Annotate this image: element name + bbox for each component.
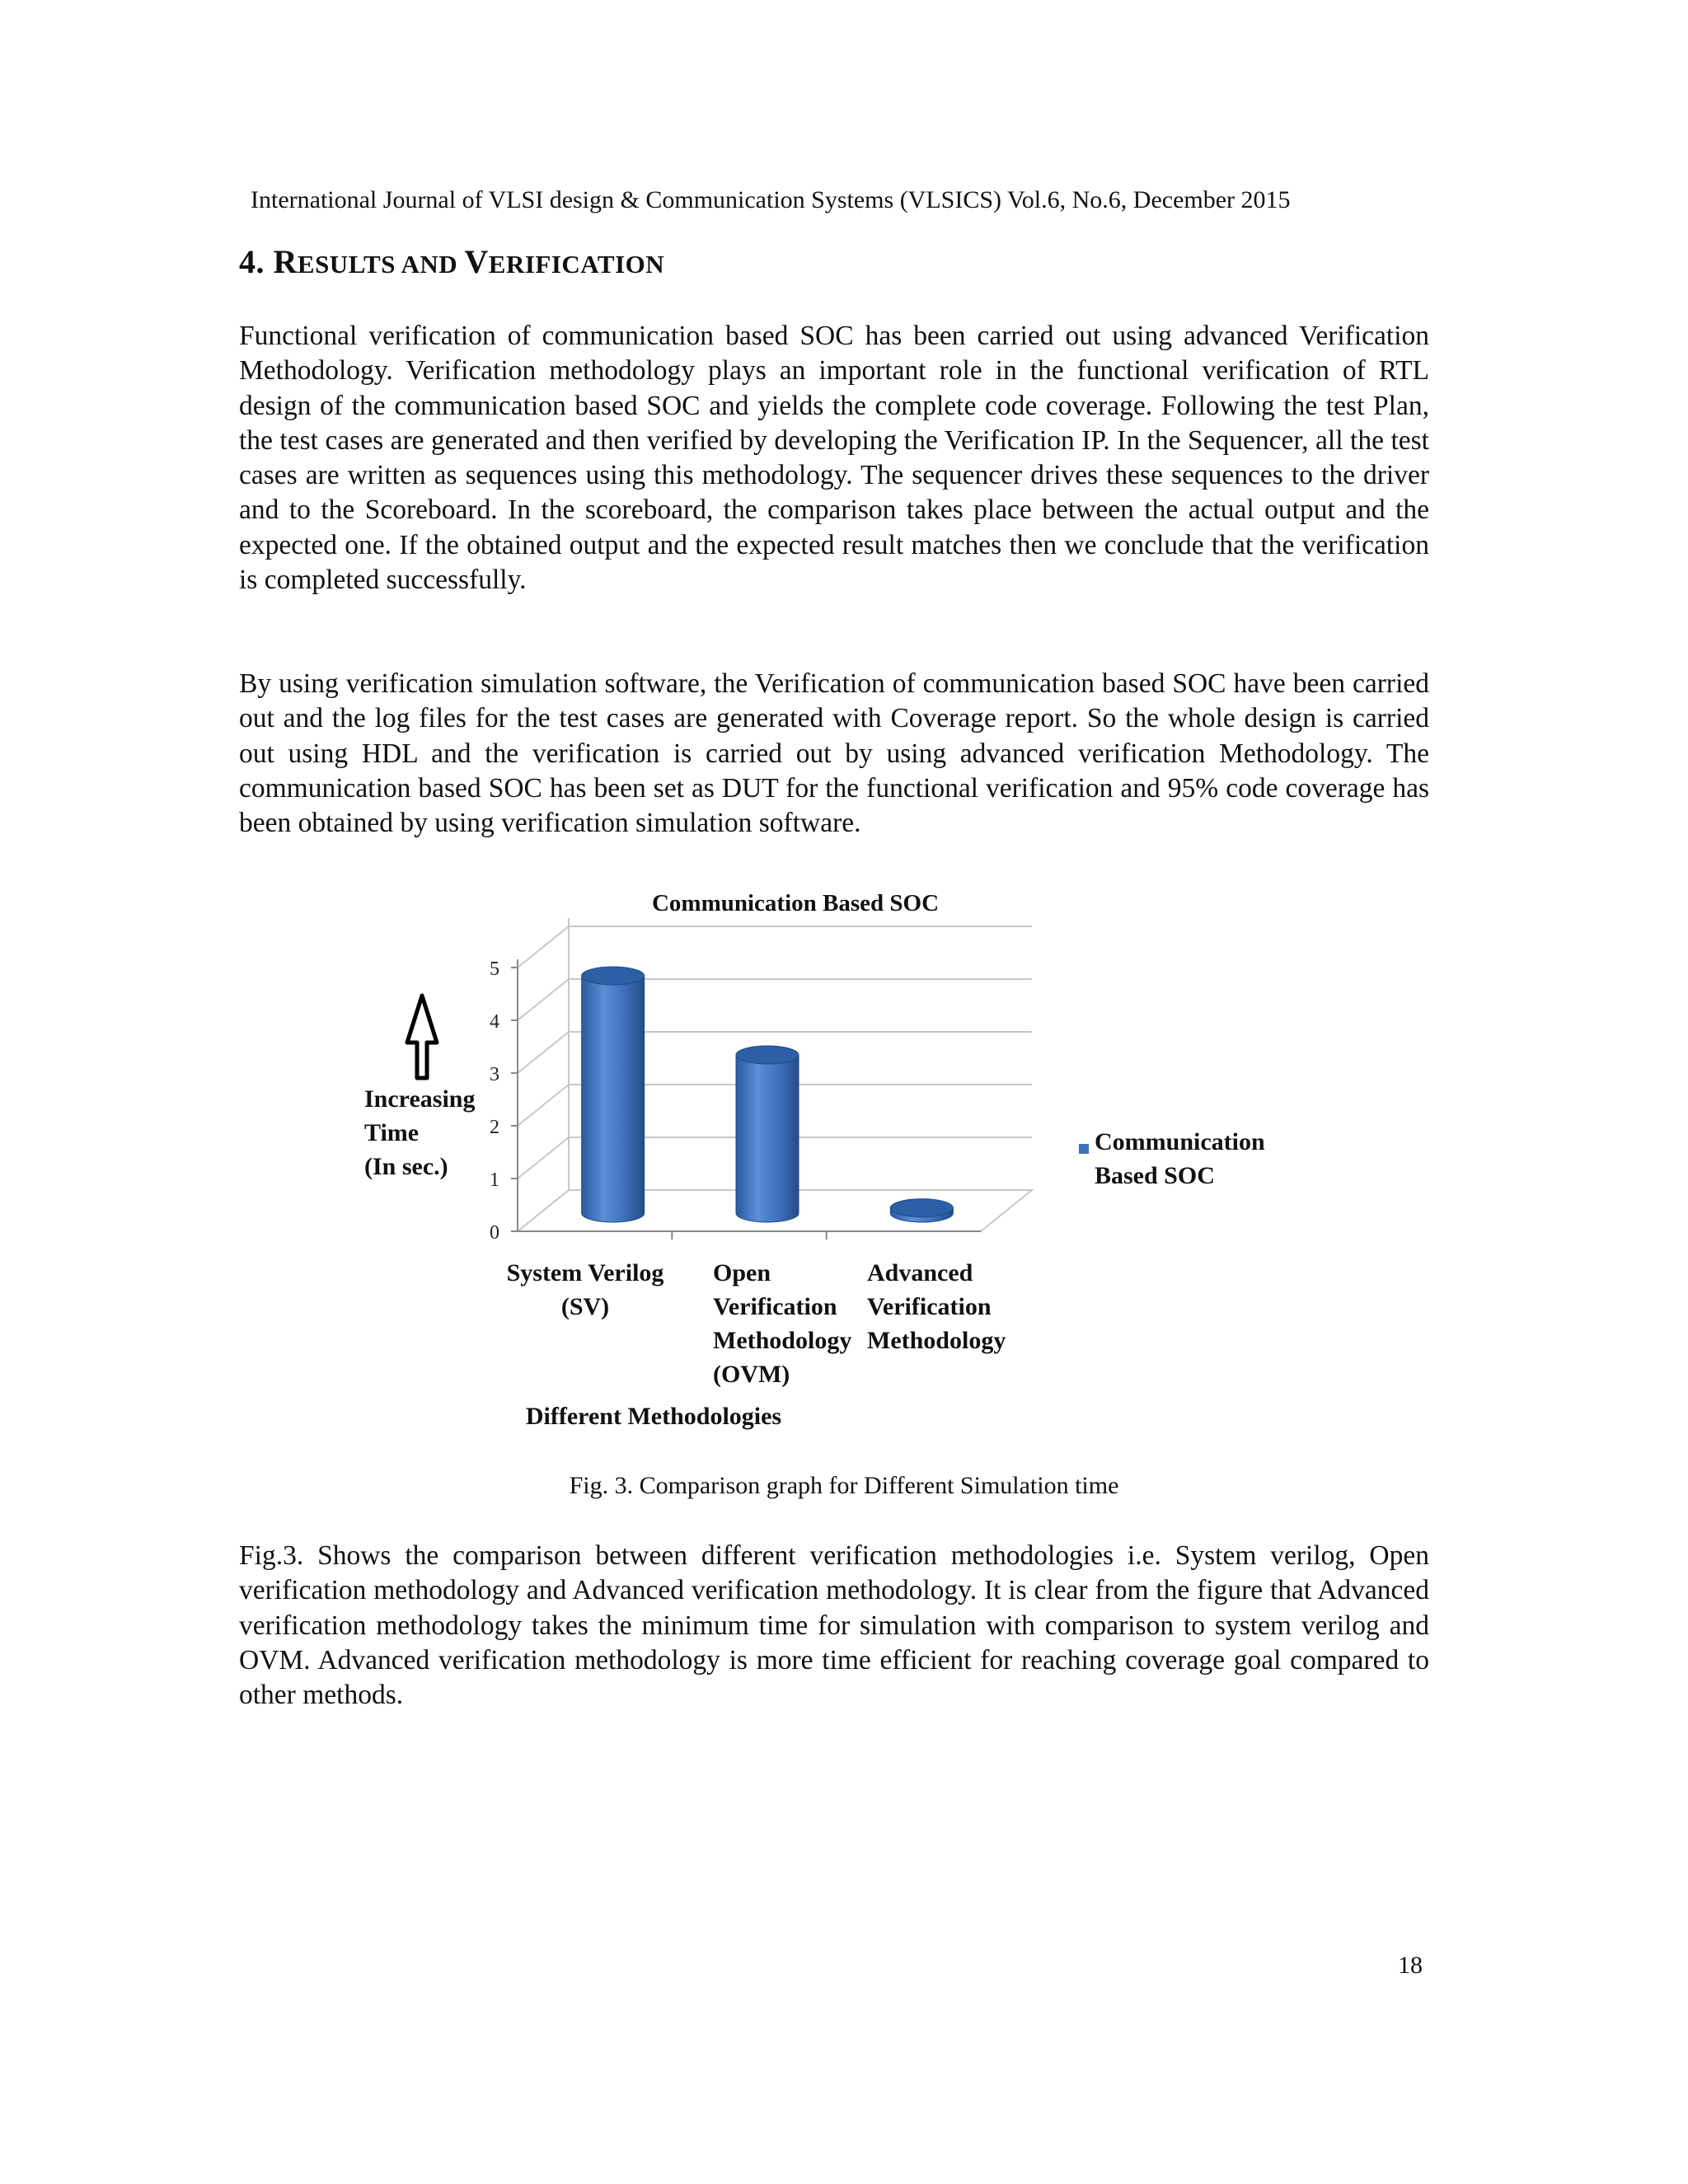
- page-number: 18: [1398, 1952, 1423, 1979]
- x-axis-title: Different Methodologies: [525, 1403, 782, 1430]
- x-category-label-line: Methodology: [713, 1327, 852, 1354]
- x-category-label-line: Methodology: [867, 1327, 1006, 1354]
- paragraph-2: By using verification simulation software, the Verification of communication based SOC have been carried out and the log files for the test cases are generated with Coverage report. So the whole design is carried out using HDL and the verification is carried out by using advanced verification Methodology. The communication based SOC has been set as DUT for the functional verification and 95% code coverage has been obtained by using verification simulation software.: [239, 668, 1429, 839]
- legend-swatch: [1079, 1144, 1089, 1154]
- chart-labels: [364, 890, 1265, 1430]
- gridline-side: [518, 1085, 569, 1126]
- bar: [582, 967, 645, 1222]
- gridline-side: [518, 979, 569, 1020]
- gridline-side: [518, 926, 569, 968]
- paragraph-3: Fig.3. Shows the comparison between different verification methodologies i.e. System verilog, Open verification methodology and Advanced verification methodology. It is clear from the figure that Advanced verification methodology takes the minimum time for simulation with comparison to system verilog and OVM. Advanced verification methodology is more time efficient for reaching coverage goal compared to other methods.: [239, 1540, 1429, 1711]
- paragraph-1: Functional verification of communication based SOC has been carried out using advanced Verification Methodology. Verification methodology plays an important role in the functional verification of RTL design of the communication based SOC and yields the complete code coverage. Following the test Plan, the test cases are generated and then verified by developing the Verification IP. In the Sequencer, all the test cases are written as sequences using this methodology. The sequencer drives these sequences to the driver and to the Scoreboard. In the scoreboard, the comparison takes place between the actual output and the expected one. If the obtained output and the expected result matches then we conclude that the verification is completed successfully.: [239, 321, 1429, 596]
- x-category-label-line: Verification: [713, 1293, 837, 1320]
- x-category-label-line: Verification: [867, 1293, 992, 1320]
- x-category-label-line: System Verilog: [506, 1259, 664, 1286]
- gridline-side: [518, 1032, 569, 1073]
- legend-label-line: Based SOC: [1095, 1162, 1215, 1189]
- section-title-r: R: [273, 243, 298, 280]
- gridline-side: [518, 1137, 569, 1179]
- bar-top: [890, 1199, 953, 1217]
- bar-top: [736, 1046, 799, 1064]
- bar-top: [582, 967, 645, 985]
- x-category-label-line: Open: [713, 1259, 771, 1286]
- x-category-label-line: Advanced: [867, 1259, 973, 1286]
- y-tick-label: 1: [490, 1169, 499, 1191]
- bar-body: [736, 1055, 799, 1222]
- section-number: 4.: [239, 243, 265, 280]
- chart-bars: [582, 967, 954, 1222]
- legend-label-line: Communication: [1095, 1128, 1265, 1155]
- y-tick-label: 5: [490, 958, 499, 980]
- x-category-label-line: (SV): [560, 1293, 610, 1320]
- y-axis-label-line: Increasing: [364, 1085, 476, 1113]
- bar: [890, 1199, 953, 1222]
- section-title-v: V: [464, 243, 489, 280]
- section-title-rest-2: ERIFICATION: [488, 250, 665, 279]
- up-arrow-icon: [407, 996, 437, 1078]
- figure-3: [346, 874, 1319, 1451]
- y-axis-label-line: Time: [364, 1119, 420, 1146]
- chart-title: Communication Based SOC: [651, 890, 940, 916]
- y-tick-label: 2: [490, 1117, 499, 1138]
- journal-header: International Journal of VLSI design & Communication Systems (VLSICS) Vol.6, No.6, December 2015: [251, 186, 1291, 213]
- y-tick-label: 3: [490, 1064, 499, 1085]
- x-category-label-line: (OVM): [713, 1361, 790, 1388]
- section-title-rest-1: ESULTS AND: [297, 250, 465, 279]
- bar-body: [582, 976, 645, 1222]
- bar-chart: [346, 874, 1319, 1451]
- figure-caption: Fig. 3. Comparison graph for Different Simulation time: [569, 1472, 1119, 1499]
- section-heading: [239, 242, 664, 281]
- y-tick-label: 4: [490, 1011, 499, 1033]
- gridline-side: [518, 1190, 569, 1231]
- y-tick-label: 0: [490, 1222, 499, 1244]
- y-axis-label-line: (In sec.): [364, 1153, 448, 1180]
- legend: [1079, 1128, 1265, 1189]
- bar: [736, 1046, 799, 1222]
